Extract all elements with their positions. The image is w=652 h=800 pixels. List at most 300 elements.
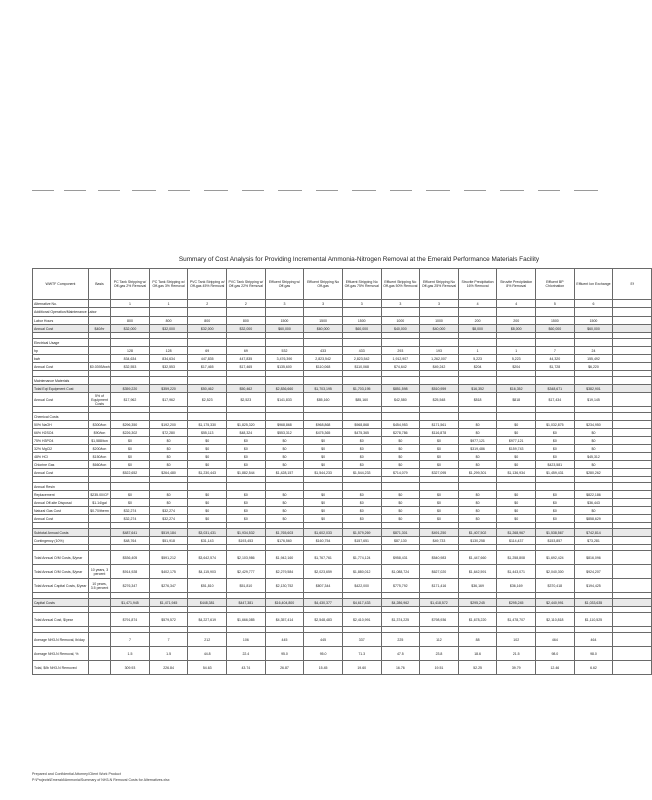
value-cell: $176,560 [265, 537, 304, 545]
value-cell: $25,548 [420, 393, 459, 407]
value-cell: 1500 [304, 317, 343, 325]
value-cell: $1,428,157 [265, 469, 304, 477]
value-cell: $0 [497, 461, 536, 469]
basis-cell: $1,588/ton [88, 437, 110, 445]
table-row [33, 491, 652, 499]
basis-cell: $150/ton [88, 453, 110, 461]
value-cell: $2,130,752 [265, 579, 304, 593]
value-cell: 1000 [420, 317, 459, 325]
separator-dash [390, 190, 412, 191]
value-cell [458, 483, 497, 491]
row-label: Capital Costs [33, 599, 89, 607]
value-cell: 2 [227, 300, 266, 308]
value-cell [574, 377, 613, 385]
value-cell: $8,000 [458, 325, 497, 333]
value-cell: $382,901 [574, 385, 613, 393]
basis-cell: $200/ton [88, 445, 110, 453]
table-row [33, 461, 652, 469]
value-cell: $0 [188, 437, 227, 445]
table-row [33, 613, 652, 627]
table-body [33, 300, 652, 675]
basis-cell [88, 377, 110, 385]
value-cell: $0 [304, 461, 343, 469]
value-cell: $0 [265, 515, 304, 523]
value-cell: 69 [227, 347, 266, 355]
value-cell: $17,465 [227, 363, 266, 371]
value-cell: $0 [227, 515, 266, 523]
value-cell: 23.8 [420, 647, 459, 661]
value-cell: $0 [420, 445, 459, 453]
value-cell [420, 483, 459, 491]
value-cell: $32,000 [149, 325, 188, 333]
value-cell [613, 461, 652, 469]
value-cell: $72,280 [149, 429, 188, 437]
value-cell [188, 377, 227, 385]
value-cell: $348,671 [536, 385, 575, 393]
value-cell [613, 308, 652, 317]
value-cell [304, 483, 343, 491]
table-row [33, 377, 652, 385]
value-cell: $519,184 [149, 529, 188, 537]
value-cell [613, 429, 652, 437]
value-cell [613, 393, 652, 407]
table-row [33, 469, 652, 477]
value-cell: 1.5 [111, 647, 150, 661]
value-cell: $0 [342, 461, 381, 469]
value-cell: $0 [111, 491, 150, 499]
value-cell [613, 339, 652, 347]
value-cell: $370,418 [536, 579, 575, 593]
value-cell: $0 [574, 429, 613, 437]
value-cell: $1,880,012 [342, 565, 381, 579]
value-cell: 3 [265, 300, 304, 308]
value-cell: $1,088,724 [381, 565, 420, 579]
value-cell: $871,301 [381, 529, 420, 537]
value-cell: $0 [458, 429, 497, 437]
value-cell: 447,835 [227, 355, 266, 363]
separator-dash [132, 190, 156, 191]
value-cell: 16.76 [381, 661, 420, 675]
value-cell [613, 453, 652, 461]
value-cell: $60,000 [304, 325, 343, 333]
table-row [33, 661, 652, 675]
value-cell: $1,407,502 [458, 529, 497, 537]
value-cell [227, 483, 266, 491]
value-cell: $116,878 [420, 429, 459, 437]
table-row [33, 565, 652, 579]
value-cell: 54.63 [188, 661, 227, 675]
value-cell: $2,548,483 [304, 613, 343, 627]
value-cell: $491,250 [420, 529, 459, 537]
table-row [33, 363, 652, 371]
value-cell: $171,561 [420, 421, 459, 429]
value-cell: $1,471,945 [111, 599, 150, 607]
row-label: hp [33, 347, 89, 355]
value-cell: $0 [381, 461, 420, 469]
value-cell: $4,286,962 [381, 599, 420, 607]
value-cell [111, 308, 150, 317]
basis-cell: 10 years, 3 percent [88, 565, 110, 579]
value-cell: $295,245 [458, 599, 497, 607]
value-cell: $0 [574, 437, 613, 445]
table-row [33, 355, 652, 363]
value-cell: $1,642,591 [458, 565, 497, 579]
value-cell: 4 [497, 300, 536, 308]
basis-cell: $1.14/gal [88, 499, 110, 507]
value-cell: $627,020 [420, 565, 459, 579]
separator-dash [464, 190, 486, 191]
value-cell: 532 [265, 347, 304, 355]
value-cell: $0 [227, 499, 266, 507]
value-cell: $1,678,220 [458, 613, 497, 627]
value-cell: $192,200 [149, 421, 188, 429]
value-cell: 43.74 [227, 661, 266, 675]
value-cell: $0 [227, 445, 266, 453]
value-cell: 226.84 [149, 661, 188, 675]
value-cell: 18.6 [458, 647, 497, 661]
value-cell: $1,703,195 [342, 385, 381, 393]
value-cell: $0 [420, 437, 459, 445]
value-cell [304, 308, 343, 317]
table-row [33, 300, 652, 308]
value-cell: $49,242 [420, 363, 459, 371]
basis-cell [88, 413, 110, 421]
table-row [33, 633, 652, 647]
value-cell: $2,410,991 [342, 613, 381, 627]
value-cell: $0 [304, 437, 343, 445]
value-cell [458, 377, 497, 385]
value-cell: $742,814 [574, 529, 613, 537]
value-cell: $0 [536, 437, 575, 445]
value-cell: $0 [304, 499, 343, 507]
value-cell: $818 [497, 393, 536, 407]
value-cell: $110,068 [304, 363, 343, 371]
table-row [33, 507, 652, 515]
value-cell: $0 [188, 499, 227, 507]
value-cell: $74,642 [381, 363, 420, 371]
value-cell: $110,068 [342, 363, 381, 371]
row-label: 75% H3PO4 [33, 437, 89, 445]
value-cell [149, 413, 188, 421]
value-cell: $0 [342, 499, 381, 507]
basis-cell [88, 551, 110, 565]
value-cell: $1,538,567 [536, 529, 575, 537]
value-cell [458, 308, 497, 317]
document-title: Summary of Cost Analysis for Providing Incremental Ammonia-Nitrogen Removal at the Emerald Performance Materials Facility [178, 256, 540, 263]
value-cell: $19,145 [574, 393, 613, 407]
value-cell: $0 [497, 453, 536, 461]
column-header: Effluent Stripping No Off-gas [304, 269, 343, 300]
separator-dash [316, 190, 338, 191]
value-cell [536, 339, 575, 347]
value-cell: $17,465 [188, 363, 227, 371]
value-cell: 2,823,542 [304, 355, 343, 363]
value-cell: $226,302 [111, 429, 150, 437]
value-cell: $0 [420, 491, 459, 499]
value-cell: $60,000 [536, 325, 575, 333]
table-row [33, 529, 652, 537]
value-cell: $51,810 [227, 579, 266, 593]
value-cell: $0 [458, 421, 497, 429]
value-cell [188, 413, 227, 421]
basis-cell [88, 613, 110, 627]
row-label: Maintenance Materials [33, 377, 89, 385]
value-cell: $2,279,584 [265, 565, 304, 579]
value-cell: $0 [342, 453, 381, 461]
value-cell [613, 613, 652, 627]
value-cell: $0 [458, 515, 497, 523]
value-cell: $0 [497, 515, 536, 523]
value-cell [381, 339, 420, 347]
value-cell: $536,405 [111, 551, 150, 565]
row-label: Annual Cost [33, 469, 89, 477]
value-cell: $159,743 [497, 445, 536, 453]
value-cell: $553,312 [265, 429, 304, 437]
value-cell: 7 [149, 633, 188, 647]
row-label: Alternative No. [33, 300, 89, 308]
value-cell: $2,103,986 [227, 551, 266, 565]
separator-dash [500, 190, 524, 191]
value-cell: $487,641 [111, 529, 150, 537]
value-cell: $171,416 [420, 579, 459, 593]
value-cell: $1,471,945 [149, 599, 188, 607]
value-cell [497, 339, 536, 347]
value-cell: $0 [227, 453, 266, 461]
value-cell [497, 413, 536, 421]
value-cell [304, 377, 343, 385]
value-cell: $540,983 [420, 551, 459, 565]
value-cell: 200 [458, 317, 497, 325]
value-cell: $0 [149, 437, 188, 445]
value-cell: $0 [497, 421, 536, 429]
value-cell: $816,096 [574, 551, 613, 565]
value-cell: $0 [536, 499, 575, 507]
value-cell [613, 413, 652, 421]
basis-cell: $660/ton [88, 461, 110, 469]
separator-dash [168, 190, 190, 191]
value-cell: $0 [149, 491, 188, 499]
value-cell [613, 445, 652, 453]
value-cell: $0 [536, 453, 575, 461]
basis-cell [88, 599, 110, 607]
row-label: Total Annual Cost, $/year [33, 613, 89, 627]
value-cell: $51,810 [188, 579, 227, 593]
value-cell: $48,764 [111, 537, 150, 545]
value-cell: 1500 [342, 317, 381, 325]
value-cell: $36,443 [574, 499, 613, 507]
separator-dash [242, 190, 264, 191]
value-cell: $73,281 [574, 537, 613, 545]
value-cell: $0 [227, 461, 266, 469]
value-cell [613, 347, 652, 355]
value-cell: $1,882,544 [227, 469, 266, 477]
value-cell: $1,175,330 [188, 421, 227, 429]
value-cell: 445 [304, 633, 343, 647]
cost-table-container [32, 268, 634, 758]
table-row [33, 421, 652, 429]
value-cell: $0 [420, 499, 459, 507]
footer-file-path: P:\Projects\Emerald\Ammonia\Summary of NH3-N Removal Costs for Alternatives.xlsx [32, 778, 170, 782]
header-row [33, 269, 652, 300]
value-cell: 1500 [574, 317, 613, 325]
value-cell: $32,000 [227, 325, 266, 333]
value-cell: $1,579,269 [342, 529, 381, 537]
value-cell [342, 483, 381, 491]
value-cell: $31,143 [188, 537, 227, 545]
value-cell: $0 [420, 507, 459, 515]
value-cell: 433 [342, 347, 381, 355]
value-cell: $42,580 [381, 393, 420, 407]
column-header: Ef [613, 269, 652, 300]
row-label: Total, $/lb NH3-N Removed [33, 661, 89, 675]
value-cell: $1,032,875 [536, 421, 575, 429]
value-cell: 193 [420, 347, 459, 355]
column-header: Effluent Ion Exchange [574, 269, 613, 300]
value-cell: $278,786 [381, 429, 420, 437]
value-cell [149, 483, 188, 491]
value-cell: $87,130 [381, 537, 420, 545]
value-cell: $50,462 [188, 385, 227, 393]
row-label: Total Eqt Equipment Cost [33, 385, 89, 393]
value-cell: $0 [265, 461, 304, 469]
value-cell: 19.60 [342, 661, 381, 675]
value-cell: $32,000 [111, 325, 150, 333]
value-cell: 1 [111, 300, 150, 308]
value-cell: 1500 [536, 317, 575, 325]
value-cell: 44,320 [536, 355, 575, 363]
value-cell: $16,404,800 [265, 599, 304, 607]
value-cell: 2 [188, 300, 227, 308]
value-cell [111, 413, 150, 421]
value-cell: $359,220 [111, 385, 150, 393]
basis-cell [88, 347, 110, 355]
value-cell: $8,000 [497, 325, 536, 333]
basis-cell [88, 633, 110, 647]
value-cell: $0 [304, 453, 343, 461]
value-cell: $448,381 [188, 599, 227, 607]
separator-dash [538, 190, 560, 191]
basis-cell [88, 300, 110, 308]
value-cell: 5,223 [497, 355, 536, 363]
value-cell: 98.0 [574, 647, 613, 661]
value-cell: $1,825,320 [227, 421, 266, 429]
value-cell: 1,912,907 [381, 355, 420, 363]
value-cell: $0 [265, 445, 304, 453]
value-cell: $3,031,431 [188, 529, 227, 537]
column-header: Effluent Stripping No Off-gas 75% Removal [342, 269, 381, 300]
row-label: Chlorine Gas [33, 461, 89, 469]
value-cell: $0 [574, 461, 613, 469]
value-cell: $454,953 [381, 421, 420, 429]
value-cell: $0 [536, 515, 575, 523]
value-cell: $0 [149, 445, 188, 453]
value-cell: $0 [536, 429, 575, 437]
value-cell: 464 [574, 633, 613, 647]
value-cell: 12.46 [536, 661, 575, 675]
basis-cell: $300/ton [88, 421, 110, 429]
value-cell: $141,833 [265, 393, 304, 407]
value-cell: 225 [381, 633, 420, 647]
row-label: Subtotal Annual Costs [33, 529, 89, 537]
value-cell: 6 [574, 300, 613, 308]
value-cell [613, 437, 652, 445]
value-cell [227, 339, 266, 347]
table-row [33, 483, 652, 491]
value-cell: $968,868 [304, 421, 343, 429]
value-cell: $32,274 [149, 515, 188, 523]
value-cell: $2,836,660 [265, 385, 304, 393]
value-cell: $2,023,659 [304, 565, 343, 579]
value-cell: $0 [342, 437, 381, 445]
column-header: Basis [88, 269, 110, 300]
value-cell [613, 499, 652, 507]
value-cell: $6,220 [574, 363, 613, 371]
value-cell: $475,365 [342, 429, 381, 437]
value-cell [536, 413, 575, 421]
table-row [33, 393, 652, 407]
row-label: 32% MgCl2 [33, 445, 89, 453]
value-cell [613, 647, 652, 661]
value-cell: $2,440,991 [536, 599, 575, 607]
value-cell [613, 483, 652, 491]
value-cell [227, 377, 266, 385]
value-cell: $40,000 [420, 325, 459, 333]
value-cell: $0 [497, 507, 536, 515]
value-cell: $2,040,300 [536, 565, 575, 579]
basis-cell [88, 529, 110, 537]
table-row [33, 515, 652, 523]
value-cell: $0 [342, 507, 381, 515]
basis-cell [88, 385, 110, 393]
value-cell: $422,000 [342, 579, 381, 593]
value-cell [613, 325, 652, 333]
value-cell: $522,652 [111, 469, 150, 477]
value-cell: $0 [342, 445, 381, 453]
table-row [33, 537, 652, 545]
column-header: PC Tank Stripping w/ Off-gas 2% Removal [111, 269, 150, 300]
value-cell [497, 377, 536, 385]
value-cell: $0 [188, 491, 227, 499]
value-cell: $1,299,301 [458, 469, 497, 477]
value-cell [613, 421, 652, 429]
value-cell [149, 339, 188, 347]
value-cell: $60,000 [574, 325, 613, 333]
value-cell: $359,220 [149, 385, 188, 393]
value-cell: $977,121 [497, 437, 536, 445]
value-cell: $36,169 [458, 579, 497, 593]
value-cell: $0 [497, 491, 536, 499]
value-cell: 155,492 [574, 355, 613, 363]
value-cell: 212 [188, 633, 227, 647]
value-cell [265, 377, 304, 385]
value-cell: $160,754 [304, 537, 343, 545]
value-cell: 433 [304, 347, 343, 355]
row-label: Annual Cost [33, 325, 89, 333]
value-cell: 200 [497, 317, 536, 325]
row-label: Natural Gas Cost [33, 507, 89, 515]
value-cell [574, 413, 613, 421]
value-cell: $0 [536, 491, 575, 499]
value-cell [613, 537, 652, 545]
value-cell [342, 377, 381, 385]
value-cell: $1,374,225 [381, 613, 420, 627]
value-cell: 5 [536, 300, 575, 308]
row-label: Replacement [33, 491, 89, 499]
value-cell: $0 [188, 453, 227, 461]
value-cell: $851,598 [381, 385, 420, 393]
value-cell: 47.5 [381, 647, 420, 661]
cost-analysis-table [32, 268, 652, 675]
